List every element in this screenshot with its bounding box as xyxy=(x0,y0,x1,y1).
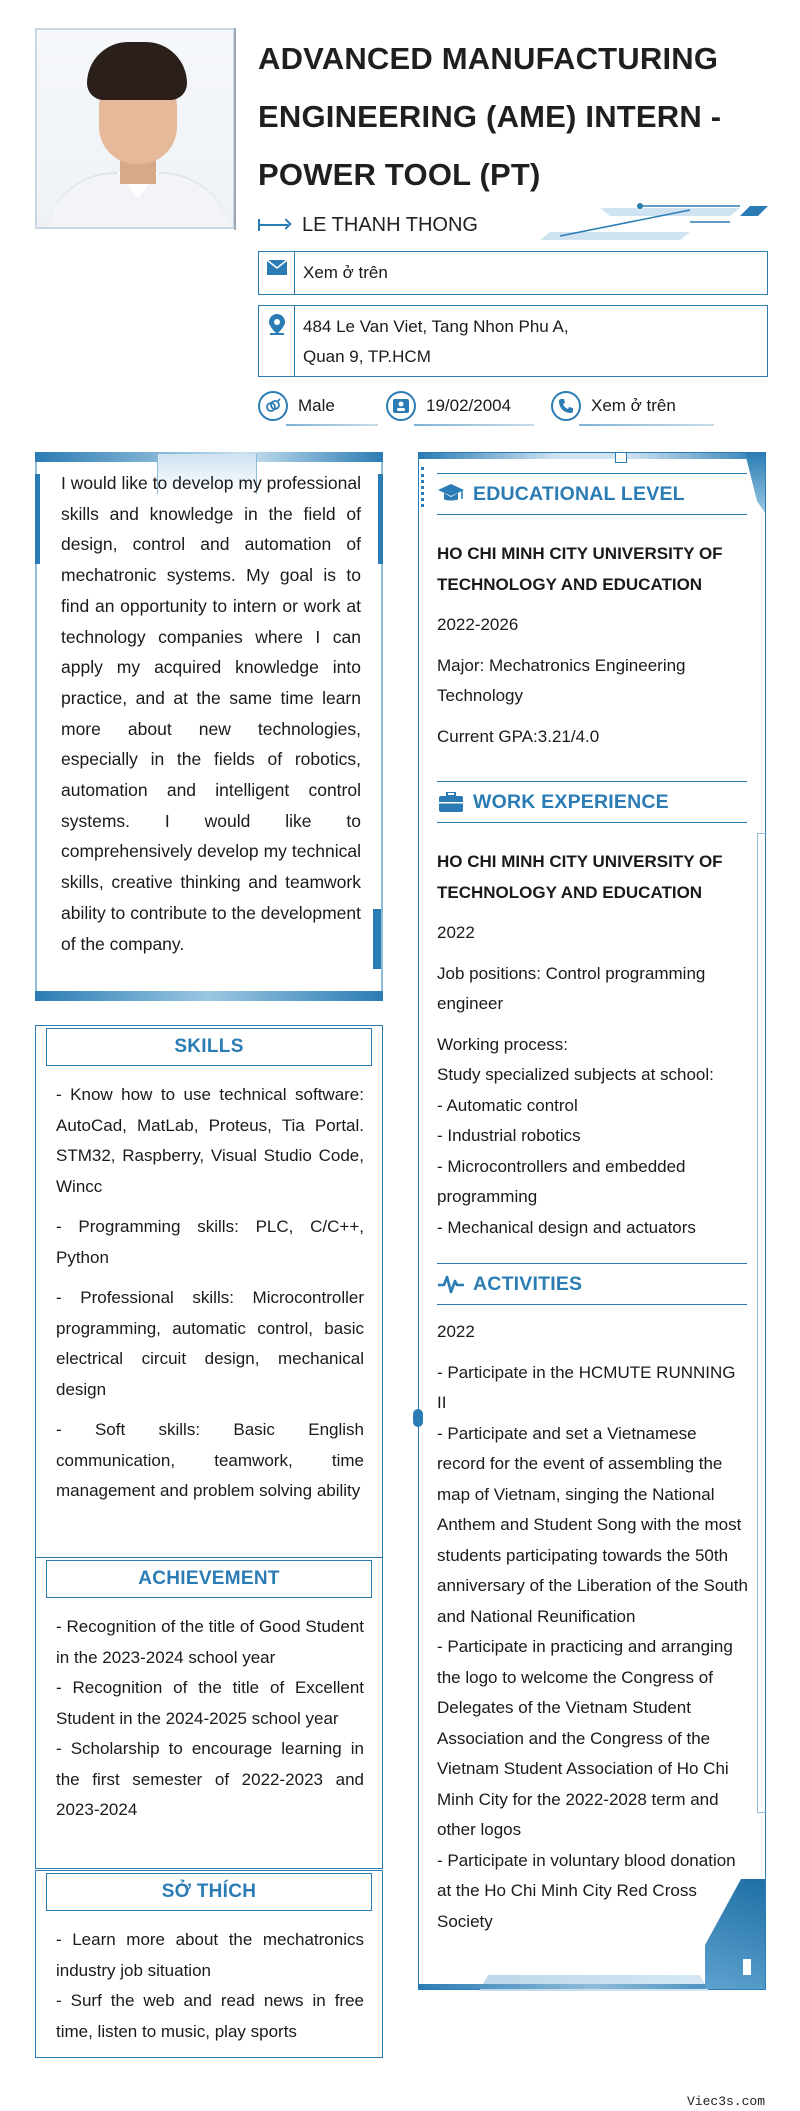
experience-body xyxy=(437,847,749,1243)
experience-process-title: Working process: xyxy=(437,1034,569,1054)
job-title xyxy=(258,30,768,204)
list-item: - Learn more about the mechatronics industry job situation xyxy=(56,1930,364,1980)
hobby-list xyxy=(56,1925,364,2047)
list-item: - Recognition of the title of Excellent Student in the 2024-2025 school year xyxy=(56,1678,364,1728)
education-period: 2022-2026 xyxy=(437,615,519,634)
hobby-section xyxy=(35,1870,383,2058)
experience-process-intro: Study specialized subjects at school: xyxy=(437,1065,714,1084)
job-title-line-3: POWER TOOL (PT) xyxy=(258,157,541,192)
experience-position: Job positions: Control programming engineer xyxy=(437,963,706,1013)
birthday-item xyxy=(386,388,511,424)
job-title-line-1: ADVANCED MANUFACTURING xyxy=(258,41,719,76)
profile-photo xyxy=(35,28,235,229)
address-line-1: 484 Le Van Viet, Tang Nhon Phu A, xyxy=(303,317,569,336)
name-row xyxy=(258,208,478,242)
phone-icon xyxy=(551,391,581,421)
skills-heading: SKILLS xyxy=(46,1028,372,1066)
activities-heading-bar xyxy=(437,1263,747,1305)
address-line-2: Quan 9, TP.HCM xyxy=(303,347,431,366)
achievement-section xyxy=(35,1558,383,1869)
list-item: - Participate in voluntary blood donation at the Ho Chi Minh City Red Cross Society xyxy=(437,1850,736,1931)
skills-section xyxy=(35,1025,383,1558)
list-item: - Participate in practicing and arranging the logo to welcome the Congress of Delegates of the Vietnam Student Association and the Congress of the Vietnam Student Association of Ho Chi Minh City for the 2022-2028 term and other logos xyxy=(437,1637,733,1839)
list-item: - Microcontrollers and embedded programming xyxy=(437,1156,686,1206)
education-body xyxy=(437,539,749,752)
education-school: HO CHI MINH CITY UNIVERSITY OF TECHNOLOGY AND EDUCATION xyxy=(437,544,723,594)
experience-company: HO CHI MINH CITY UNIVERSITY OF TECHNOLOGY AND EDUCATION xyxy=(437,852,723,902)
phone-item xyxy=(551,388,676,424)
address-box xyxy=(258,305,768,377)
list-item: - Recognition of the title of Good Student in the 2023-2024 school year xyxy=(56,1617,364,1667)
list-item: - Participate and set a Vietnamese record for the event of assembling the map of Vietnam, singing the National Anthem and Student Song with the most students participating towards the 50th anniversary of the Liberation of the South and National Reunification xyxy=(437,1423,748,1626)
job-title-line-2: ENGINEERING (AME) INTERN - xyxy=(258,99,722,134)
arrow-icon xyxy=(258,218,292,232)
right-column xyxy=(418,452,766,1990)
list-item: - Scholarship to encourage learning in the first semester of 2022-2023 and 2023-2024 xyxy=(56,1739,364,1819)
pulse-icon xyxy=(437,1274,465,1294)
gender-item xyxy=(258,388,335,424)
email-box xyxy=(258,251,768,295)
site-watermark: Viec3s.com xyxy=(686,2094,765,2109)
list-item: - Programming skills: PLC, C/C++, Python xyxy=(56,1217,364,1267)
briefcase-icon xyxy=(437,792,465,812)
circuit-decoration xyxy=(540,200,770,246)
education-heading: EDUCATIONAL LEVEL xyxy=(473,482,685,505)
education-heading-bar xyxy=(437,473,747,515)
list-item: - Soft skills: Basic English communication, teamwork, time management and problem solving ability xyxy=(56,1420,364,1500)
envelope-icon xyxy=(259,252,295,294)
activities-heading: ACTIVITIES xyxy=(473,1272,583,1295)
list-item: - Industrial robotics xyxy=(437,1126,581,1145)
candidate-name: LE THANH THONG xyxy=(302,213,478,236)
experience-heading: WORK EXPERIENCE xyxy=(473,790,669,813)
photo-divider xyxy=(234,28,236,230)
hobby-heading: SỞ THÍCH xyxy=(46,1873,372,1911)
graduation-cap-icon xyxy=(437,484,465,504)
achievement-list xyxy=(56,1612,364,1826)
birthday-value: 19/02/2004 xyxy=(426,396,512,415)
activities-body xyxy=(437,1317,749,1937)
list-item: - Professional skills: Microcontroller programming, automatic control, basic electrical circuit design, mechanical design xyxy=(56,1288,364,1399)
email-value[interactable]: Xem ở trên xyxy=(303,263,388,282)
skills-list xyxy=(56,1080,364,1517)
address-value xyxy=(295,306,577,376)
list-item: - Mechanical design and actuators xyxy=(437,1217,696,1237)
list-item: - Surf the web and read news in free time, listen to music, play sports xyxy=(56,1991,364,2041)
gender-icon xyxy=(258,391,288,421)
phone-value[interactable]: Xem ở trên xyxy=(591,396,676,415)
objective-text: I would like to develop my professional skills and knowledge in the field of design, control and automation of mechatronic systems. My goal is to find an opportunity to intern or work at technology companies where I can apply my acquired knowledge into practice, and at the same time learn more about new technologies, especially in the fields of robotics, automation and intelligent control systems. I would like to comprehensively develop my technical skills, creative thinking and teamwork ability to contribute to the development of the company. xyxy=(61,473,361,954)
list-item: - Participate in the HCMUTE RUNNING II xyxy=(437,1362,736,1412)
list-item: - Automatic control xyxy=(437,1095,578,1115)
experience-heading-bar xyxy=(437,781,747,823)
location-pin-icon xyxy=(259,306,295,376)
experience-year: 2022 xyxy=(437,923,475,942)
achievement-heading: ACHIEVEMENT xyxy=(46,1560,372,1598)
education-major: Major: Mechatronics Engineering Technology xyxy=(437,655,686,705)
education-gpa: Current GPA:3.21/4.0 xyxy=(437,726,600,746)
career-objective xyxy=(35,452,383,1001)
activities-year: 2022 xyxy=(437,1322,475,1341)
gender-value: Male xyxy=(298,396,335,415)
list-item: - Know how to use technical software: AutoCad, MatLab, Proteus, Tia Portal. STM32, Raspberry, Visual Studio Code, Wincc xyxy=(56,1085,364,1196)
id-card-icon xyxy=(386,391,416,421)
